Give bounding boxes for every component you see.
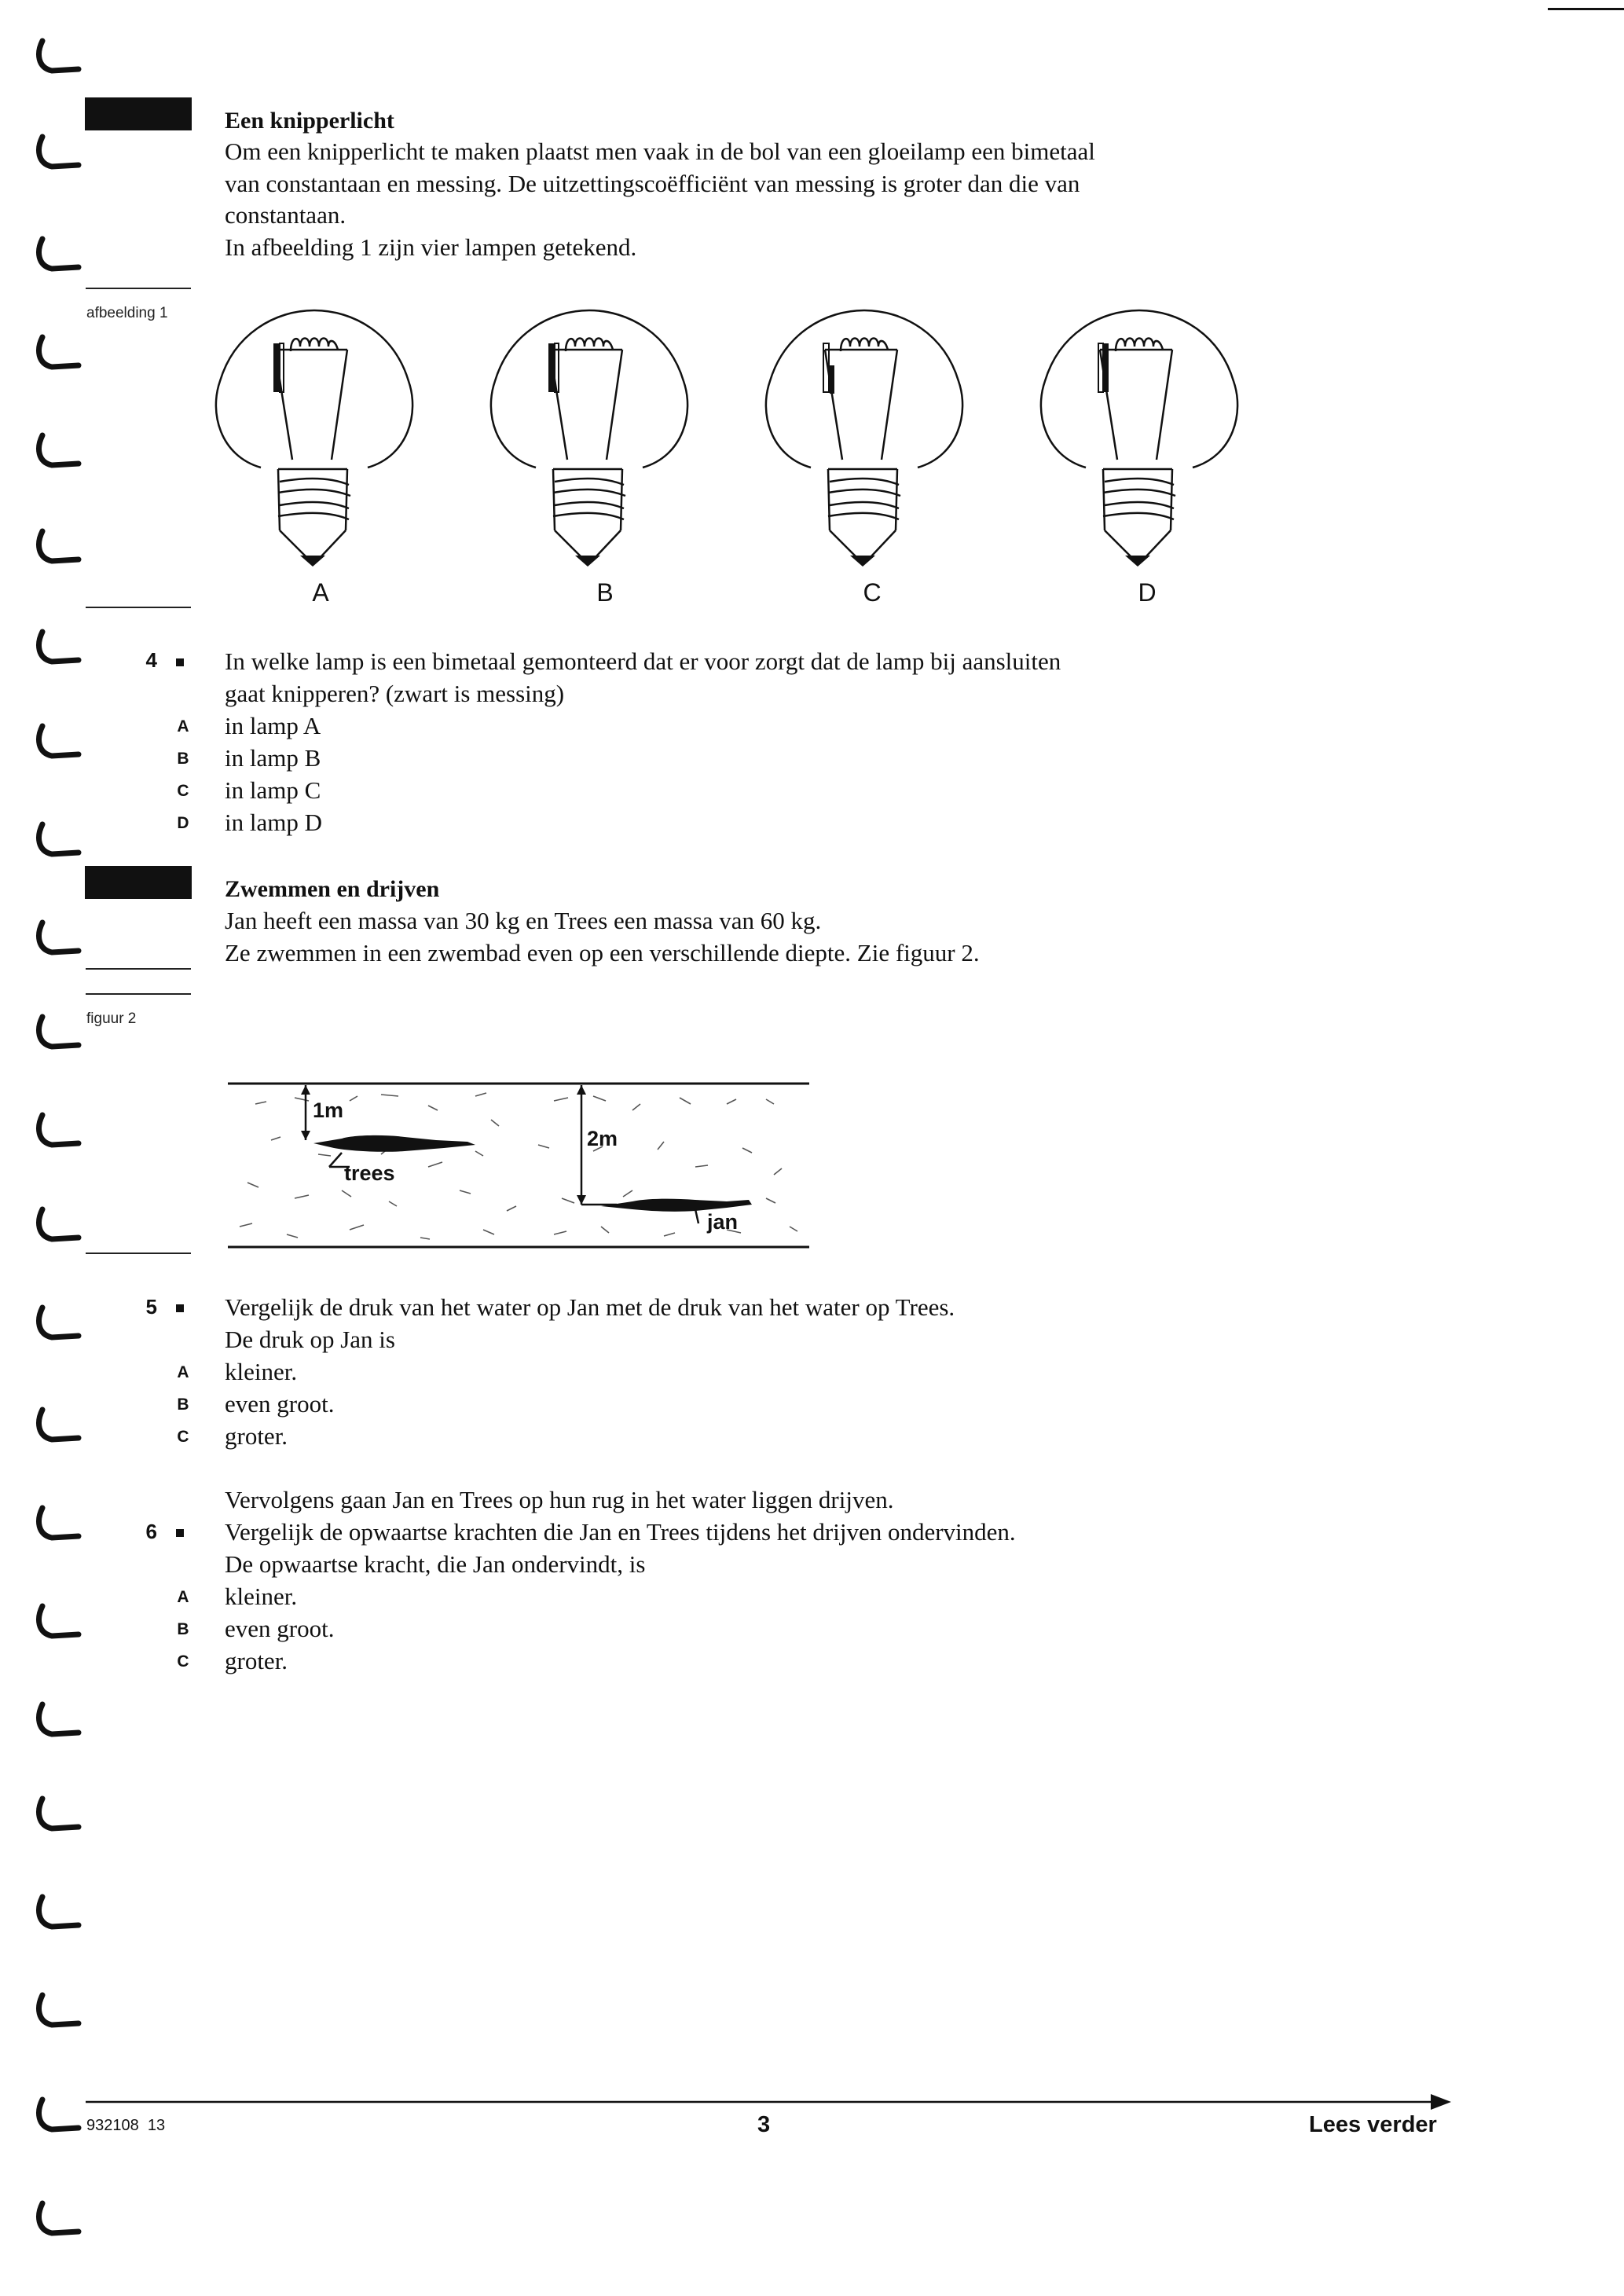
lamp-a [216, 310, 412, 567]
lamp-label: D [1138, 578, 1157, 607]
binder-ring-icon [31, 334, 86, 373]
paragraph-line: Om een knipperlicht te maken plaatst men vaak in de bol van een gloeilamp een bimetaal [225, 138, 1095, 165]
binder-ring-icon [31, 1795, 86, 1835]
question-bullet [176, 1304, 184, 1312]
lamp-figure [212, 295, 1265, 578]
binder-ring-icon [31, 723, 86, 762]
corner-line [1548, 8, 1624, 10]
paragraph-line: In afbeelding 1 zijn vier lampen getekend. [225, 233, 637, 261]
question-text: In welke lamp is een bimetaal gemonteerd dat er voor zorgt dat de lamp bij aansluiten [225, 647, 1061, 675]
paragraph-line: van constantaan en messing. De uitzettingscoëfficiënt van messing is groter dan die van [225, 170, 1080, 197]
question-bullet [176, 1529, 184, 1537]
binder-ring-icon [31, 1603, 86, 1642]
option-letter: A [177, 717, 189, 735]
binder-ring-icon [31, 1505, 86, 1544]
binder-ring-icon [31, 1992, 86, 2031]
binder-ring-icon [31, 38, 86, 77]
continue-label: Lees verder [1309, 2112, 1437, 2137]
binder-ring-icon [31, 134, 86, 173]
figure-label: figuur 2 [86, 1010, 137, 1027]
question-text: De druk op Jan is [225, 1326, 395, 1353]
question-text: Vergelijk de opwaartse krachten die Jan en Trees tijdens het drijven ondervinden. [225, 1518, 1016, 1546]
lamp-c [766, 310, 962, 567]
lamp-label: A [312, 578, 329, 607]
exam-code: 932108 13 [86, 2117, 166, 2134]
binder-ring-icon [31, 1894, 86, 1933]
binder-ring-icon [31, 821, 86, 860]
option-letter: B [177, 1396, 189, 1414]
question-number: 5 [145, 1295, 157, 1319]
option-letter: C [177, 1652, 189, 1671]
section-marker-bar [85, 866, 192, 899]
lamp-b [491, 310, 687, 567]
option-text[interactable]: in lamp B [225, 744, 321, 772]
option-letter: B [177, 750, 189, 768]
binder-ring-icon [31, 236, 86, 275]
question-number: 6 [145, 1520, 157, 1543]
paragraph-line: Ze zwemmen in een zwembad even op een verschillende diepte. Zie figuur 2. [225, 939, 980, 966]
arrow-right-icon [1431, 2094, 1451, 2110]
binder-ring-icon [31, 2096, 86, 2136]
binder-ring-icon [31, 1701, 86, 1740]
swimmer-label: trees [344, 1161, 395, 1185]
paragraph-line: constantaan. [225, 201, 346, 229]
margin-rule [86, 607, 191, 608]
option-letter: B [177, 1620, 189, 1638]
section-title: Zwemmen en drijven [225, 876, 440, 902]
option-letter: A [177, 1363, 189, 1381]
intro-text: Vervolgens gaan Jan en Trees op hun rug in het water liggen drijven. [225, 1486, 894, 1513]
option-text[interactable]: even groot. [225, 1390, 335, 1418]
option-text[interactable]: groter. [225, 1647, 288, 1674]
binder-ring-icon [31, 528, 86, 567]
option-text[interactable]: in lamp A [225, 712, 321, 739]
binder-ring-icon [31, 1014, 86, 1053]
binder-ring-icon [31, 1407, 86, 1446]
margin-rule [86, 1253, 191, 1254]
binder-ring-icon [31, 629, 86, 668]
question-text: Vergelijk de druk van het water op Jan met de druk van het water op Trees. [225, 1293, 955, 1321]
binder-ring-icon [31, 919, 86, 959]
option-text[interactable]: even groot. [225, 1615, 335, 1642]
binder-ring-icon [31, 2200, 86, 2239]
question-text: gaat knipperen? (zwart is messing) [225, 680, 565, 707]
page-number: 3 [757, 2112, 771, 2137]
option-letter: D [177, 814, 189, 832]
question-text: De opwaartse kracht, die Jan ondervindt, is [225, 1550, 646, 1578]
option-text[interactable]: kleiner. [225, 1583, 298, 1610]
option-letter: C [177, 782, 189, 800]
depth-label: 1m [313, 1098, 344, 1122]
binder-ring-icon [31, 1206, 86, 1245]
footer-arrow-line [86, 2092, 1453, 2112]
margin-rule [86, 968, 191, 970]
lamp-d [1041, 310, 1237, 567]
binder-ring-icon [31, 1304, 86, 1344]
lamp-label: C [863, 578, 882, 607]
option-letter: C [177, 1428, 189, 1446]
binder-ring-icon [31, 1112, 86, 1151]
question-number: 4 [145, 648, 157, 672]
lamp-label: B [596, 578, 614, 607]
figure-label: afbeelding 1 [86, 305, 168, 321]
margin-rule [86, 993, 191, 995]
option-text[interactable]: kleiner. [225, 1358, 298, 1385]
option-text[interactable]: groter. [225, 1422, 288, 1450]
paragraph-line: Jan heeft een massa van 30 kg en Trees een massa van 60 kg. [225, 907, 822, 934]
binder-ring-icon [31, 432, 86, 471]
section-marker-bar [85, 97, 192, 130]
question-bullet [176, 658, 184, 666]
swimmer-label: jan [707, 1210, 739, 1234]
section-title: Een knipperlicht [225, 108, 394, 134]
option-text[interactable]: in lamp D [225, 809, 322, 836]
option-text[interactable]: in lamp C [225, 776, 321, 804]
depth-label: 2m [587, 1127, 618, 1150]
margin-rule [86, 288, 191, 289]
option-letter: A [177, 1588, 189, 1606]
